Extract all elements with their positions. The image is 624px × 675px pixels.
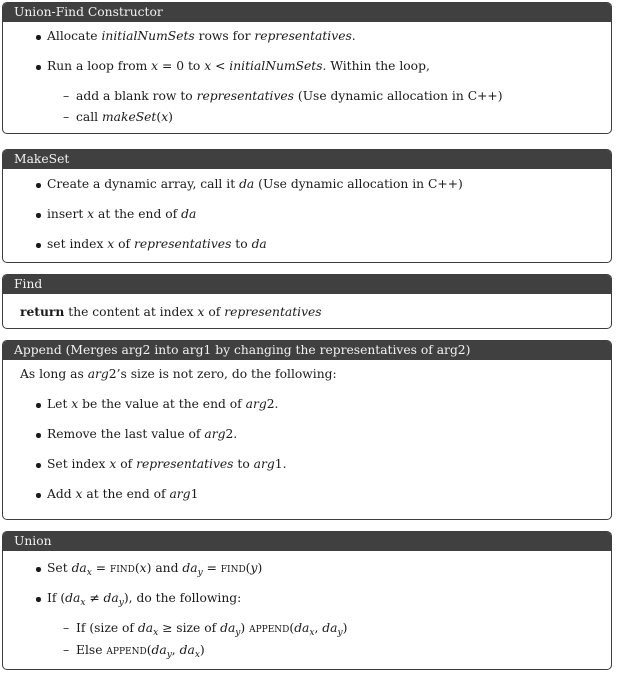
append-title: Append (Merges arg2 into arg1 by changing the representatives of arg2) xyxy=(3,341,611,360)
constructor-line-4: – call makeSet(x) xyxy=(76,110,173,124)
append-line-4: Add x at the end of arg1 xyxy=(47,487,199,501)
makeset-line-1: Create a dynamic array, call it da (Use dynamic allocation in C++) xyxy=(47,177,463,191)
makeset-line-2: insert x at the end of da xyxy=(47,207,197,221)
find-title: Find xyxy=(3,275,611,294)
union-title: Union xyxy=(3,532,611,551)
union-line-3: – If (size of $da_x$ ≥ size of $da_y$) $append(da_x$, $da_y$) xyxy=(76,621,347,635)
union-line-4: – Else $append(da_y$, $da_x$) xyxy=(76,643,205,657)
constructor-line-2: Run a loop from x = 0 to x < initialNumSets. Within the loop, xyxy=(47,59,430,73)
constructor-line-3: – add a blank row to representatives (Use dynamic allocation in C++) xyxy=(76,89,503,103)
constructor-box xyxy=(2,2,612,134)
union-line-2: If $(da_x \ne da_y)$, do the following: xyxy=(47,591,242,608)
append-line-2: Remove the last value of arg2. xyxy=(47,427,238,441)
constructor-line-1: Allocate initialNumSets rows for representatives. xyxy=(47,29,356,43)
makeset-title: MakeSet xyxy=(3,150,611,169)
makeset-line-3: set index x of representatives to da xyxy=(47,237,267,251)
union-line-1: Set $da_x$ = find(x) and $da_y$ = find(y) xyxy=(47,561,263,578)
append-intro: As long as arg2’s size is not zero, do the following: xyxy=(20,367,337,381)
append-line-1: Let x be the value at the end of arg2. xyxy=(47,397,279,411)
makeset-box xyxy=(2,149,612,263)
find-box xyxy=(2,274,612,329)
find-line-1: return the content at index x of representatives xyxy=(20,304,322,319)
constructor-title: Union-Find Constructor xyxy=(3,3,611,22)
append-line-3: Set index x of representatives to arg1. xyxy=(47,457,287,471)
union-box xyxy=(2,531,612,670)
append-box xyxy=(2,340,612,520)
